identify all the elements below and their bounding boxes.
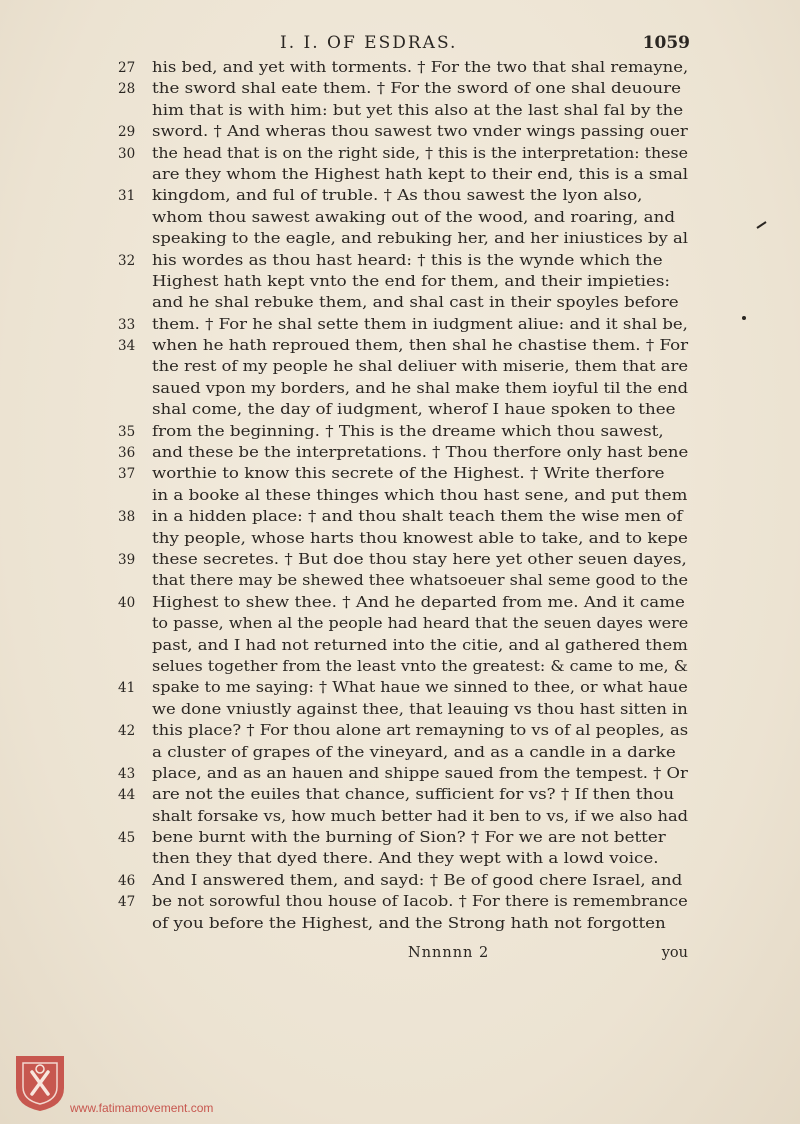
running-title: I. I. OF ESDRAS. bbox=[280, 33, 458, 53]
line-text: them. † For he shal sette them in iudgment aliue: and it shal be, bbox=[152, 316, 688, 333]
line-text: this place? † For thou alone art remayning to vs of al peoples, as bbox=[152, 723, 689, 740]
verse-number: 41 bbox=[118, 680, 136, 697]
line-text: we done vniustly against thee, that leauing vs thou hast sitten in bbox=[152, 701, 688, 718]
signature-mark: Nnnnnn 2 bbox=[408, 945, 490, 961]
line-text: are they whom the Highest hath kept to their end, this is a smal bbox=[152, 166, 689, 183]
line-text: from the beginning. † This is the dreame which thou sawest, bbox=[152, 423, 664, 440]
line-text: be not sorowful thou house of Iacob. † For there is remembrance bbox=[152, 894, 688, 911]
line-text: And I answered them, and sayd: † Be of good chere Israel, and bbox=[152, 872, 683, 889]
verse-number: 44 bbox=[118, 787, 136, 804]
line-text: a cluster of grapes of the vineyard, and as a candle in a darke bbox=[152, 744, 676, 761]
line-text: and he shal rebuke them, and shal cast in their spoyles before bbox=[152, 295, 679, 312]
line-text: his bed, and yet with torments. † For the two that shal remayne, bbox=[152, 60, 689, 76]
line-text: speaking to the eagle, and rebuking her, and her iniustices by al bbox=[152, 231, 689, 248]
line-text: worthie to know this secrete of the Highest. † Write therfore bbox=[152, 466, 665, 483]
line-text: then they that dyed there. And they wept with a lowd voice. bbox=[152, 851, 659, 868]
verse-number: 30 bbox=[118, 145, 136, 162]
speck bbox=[757, 222, 766, 228]
page-number: 1059 bbox=[642, 33, 690, 53]
watermark-url: www.fatimamovement.com bbox=[70, 1101, 214, 1115]
line-text: shal come, the day of iudgment, wherof I haue spoken to thee bbox=[152, 402, 676, 419]
line-text: him that is with him: but yet this also at the last shal fal by the bbox=[152, 102, 684, 119]
verse-number: 47 bbox=[118, 894, 136, 911]
line-text: shalt forsake vs, how much better had it ben to vs, if we also had bbox=[152, 808, 689, 825]
line-text: when he hath reproued them, then shal he chastise them. † For bbox=[152, 338, 689, 355]
verse-number: 38 bbox=[118, 509, 136, 526]
verse-number: 37 bbox=[118, 466, 136, 483]
verse-number: 45 bbox=[118, 830, 136, 847]
line-text: of you before the Highest, and the Strong hath not forgotten bbox=[152, 915, 666, 932]
line-text: the rest of my people he shal deliuer with miserie, them that are bbox=[152, 359, 689, 376]
line-text: selues together from the least vnto the greatest: & came to me, & bbox=[152, 658, 688, 675]
verse-number: 42 bbox=[118, 723, 136, 740]
line-text: whom thou sawest awaking out of the wood, and roaring, and bbox=[152, 209, 676, 226]
verse-number: 27 bbox=[118, 60, 136, 76]
line-text: his wordes as thou hast heard: † this is the wynde which the bbox=[152, 252, 663, 269]
line-text: and these be the interpretations. † Thou therfore only hast bene bbox=[152, 445, 689, 462]
verse-number: 31 bbox=[118, 188, 136, 205]
verse-number: 35 bbox=[118, 423, 136, 440]
line-text: the sword shal eate them. † For the sword of one shal deuoure bbox=[152, 81, 681, 98]
catchword: you bbox=[661, 945, 688, 961]
line-text: saued vpon my borders, and he shal make them ioyful til the end bbox=[152, 380, 689, 397]
line-text: kingdom, and ful of truble. † As thou sawest the lyon also, bbox=[152, 188, 643, 205]
line-text: in a booke al these thinges which thou hast sene, and put them bbox=[152, 487, 688, 504]
verse-number: 29 bbox=[118, 124, 136, 141]
line-text: are not the euiles that chance, sufficient for vs? † If then thou bbox=[152, 787, 675, 804]
line-text: the head that is on the right side, † this is the interpretation: these bbox=[152, 145, 688, 162]
verse-number: 28 bbox=[118, 81, 136, 98]
verse-number: 33 bbox=[118, 316, 136, 333]
line-text: Highest to shew thee. † And he departed from me. And it came bbox=[152, 594, 685, 611]
speck bbox=[742, 316, 746, 320]
line-text: thy people, whose harts thou knowest able to take, and to kepe bbox=[152, 530, 688, 547]
line-text: past, and I had not returned into the citie, and al gathered them bbox=[152, 637, 688, 654]
verse-number: 36 bbox=[118, 445, 136, 462]
verse-number: 46 bbox=[118, 872, 136, 889]
line-text: in a hidden place: † and thou shalt teach them the wise men of bbox=[152, 509, 683, 526]
verse-number: 40 bbox=[118, 594, 136, 611]
line-text: to passe, when al the people had heard that the seuen dayes were bbox=[152, 616, 689, 633]
verse-number: 32 bbox=[118, 252, 136, 269]
line-text: these secretes. † But doe thou stay here yet other seuen dayes, bbox=[152, 551, 687, 568]
verse-number: 39 bbox=[118, 551, 136, 568]
line-text: that there may be shewed thee whatsoeuer shal seme good to the bbox=[152, 573, 688, 590]
verse-number: 43 bbox=[118, 765, 136, 782]
line-text: spake to me saying: † What haue we sinned to thee, or what haue bbox=[152, 680, 688, 697]
fatima-logo bbox=[14, 1054, 66, 1112]
verse-number: 34 bbox=[118, 338, 136, 355]
line-text: Highest hath kept vnto the end for them, and their impieties: bbox=[152, 273, 671, 290]
line-text: sword. † And wheras thou sawest two vnder wings passing ouer bbox=[152, 124, 688, 141]
line-text: bene burnt with the burning of Sion? † For we are not better bbox=[152, 830, 666, 847]
line-text: place, and as an hauen and shippe saued from the tempest. † Or bbox=[152, 765, 688, 782]
